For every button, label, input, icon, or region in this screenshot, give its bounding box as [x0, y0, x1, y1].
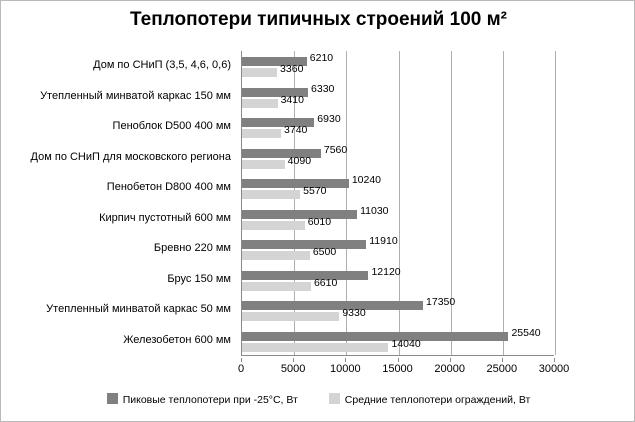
- bar-value-label-peak: 6930: [317, 113, 341, 125]
- axis-tick-mark: [554, 358, 555, 362]
- bar-group: [242, 143, 554, 174]
- bar-average: [242, 251, 310, 260]
- bar-group: [242, 204, 554, 235]
- category-label: Железобетон 600 мм: [123, 333, 231, 346]
- bar-average: [242, 99, 278, 108]
- axis-tick-label: 10000: [330, 363, 361, 375]
- category-axis-labels: [1, 51, 237, 356]
- bar-value-label-peak: 12120: [371, 265, 401, 278]
- bar-group: [242, 326, 554, 357]
- axis-tick-label: 15000: [382, 363, 413, 375]
- bar-value-label-peak: 25540: [511, 326, 541, 339]
- bar-average: [242, 160, 285, 169]
- bar-value-label-average: 3360: [280, 63, 304, 75]
- bar-group: [242, 173, 554, 204]
- bar-peak: [242, 332, 508, 341]
- bar-average: [242, 129, 281, 138]
- legend-label-average: Средние теплопотери ограждений, Вт: [344, 394, 531, 406]
- bar-value-label-average: 3740: [284, 124, 308, 136]
- legend-item-peak: [107, 393, 298, 406]
- plot-area: [241, 51, 554, 356]
- category-label: Брус 150 мм: [167, 272, 231, 285]
- bar-value-label-peak: 7560: [323, 143, 348, 156]
- category-label: Дом по СНиП для московского региона: [30, 150, 231, 163]
- axis-tick-mark: [450, 358, 451, 362]
- legend-swatch-peak-icon: [107, 393, 118, 404]
- bar-value-label-peak: 11030: [360, 204, 389, 217]
- bar-peak: [242, 210, 357, 219]
- bar-average: [242, 68, 277, 77]
- legend-swatch-average-icon: [329, 393, 340, 404]
- bar-value-label-peak: 6330: [311, 82, 335, 95]
- bar-peak: [242, 240, 366, 249]
- bar-value-label-average: 9330: [342, 307, 366, 319]
- bar-value-label-average: 6500: [312, 246, 337, 258]
- axis-tick-label: 5000: [280, 363, 306, 375]
- chart-title: Теплопотери типичных строений 100 м²: [129, 9, 508, 30]
- legend-item-average: [329, 393, 531, 406]
- axis-tick-label: 0: [237, 363, 245, 375]
- legend-label-peak: Пиковые теплопотери при -25°C, Вт: [122, 394, 298, 406]
- bar-group: [242, 265, 554, 296]
- axis-tick-label: 20000: [434, 363, 465, 375]
- bar-value-label-peak: 11910: [369, 235, 398, 247]
- bar-average: [242, 312, 339, 321]
- bar-group: [242, 82, 554, 113]
- bar-peak: [242, 179, 349, 188]
- bar-peak: [242, 271, 368, 280]
- category-label: Утепленный минватой каркас 50 мм: [46, 303, 231, 316]
- bar-average: [242, 343, 388, 352]
- bar-value-label-peak: 10240: [351, 174, 382, 186]
- axis-tick-mark: [398, 358, 399, 362]
- axis-tick-label: 30000: [538, 363, 570, 375]
- bar-average: [242, 282, 311, 291]
- bar-group: [242, 51, 554, 82]
- chart-legend: [1, 393, 635, 406]
- gridline: [555, 51, 556, 355]
- category-label: Дом по СНиП (3,5, 4,6, 0,6): [93, 59, 231, 72]
- bar-value-label-peak: 6210: [309, 52, 334, 64]
- bar-value-label-average: 14040: [391, 337, 421, 350]
- axis-tick-mark: [502, 358, 503, 362]
- category-label: Пеноблок D500 400 мм: [112, 120, 231, 133]
- category-label: Кирпич пустотный 600 мм: [99, 211, 231, 224]
- axis-tick-label: 25000: [486, 363, 518, 375]
- bar-value-label-average: 3410: [280, 93, 304, 106]
- bar-value-label-average: 5570: [303, 185, 327, 197]
- axis-tick-mark: [293, 358, 294, 362]
- category-label: Бревно 220 мм: [153, 242, 231, 255]
- category-label: Пенобетон D800 400 мм: [106, 181, 231, 194]
- bar-value-label-average: 6010: [307, 215, 332, 228]
- axis-tick-mark: [241, 358, 242, 362]
- bar-group: [242, 234, 554, 265]
- bar-group: [242, 295, 554, 326]
- bar-average: [242, 190, 300, 199]
- axis-tick-mark: [345, 358, 346, 362]
- bar-average: [242, 221, 305, 230]
- bar-group: [242, 112, 554, 143]
- bar-peak: [242, 301, 423, 310]
- bar-value-label-average: 6610: [313, 276, 338, 289]
- bar-value-label-peak: 17350: [426, 296, 456, 308]
- category-label: Утепленный минватой каркас 150 мм: [40, 89, 231, 102]
- bar-value-label-average: 4090: [287, 154, 312, 167]
- value-axis: [237, 358, 570, 375]
